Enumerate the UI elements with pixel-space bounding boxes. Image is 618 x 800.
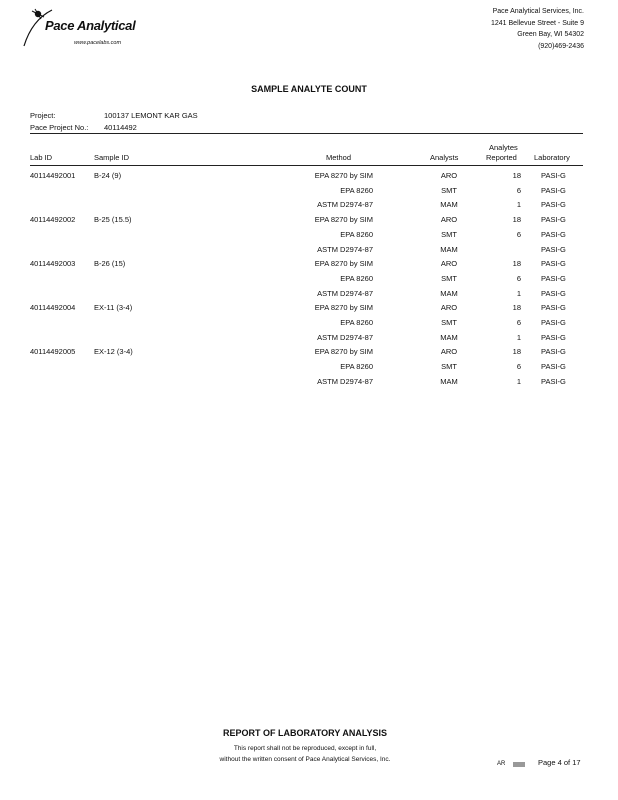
cell-method: EPA 8260 (340, 318, 373, 327)
cell-analytes-reported: 18 (512, 259, 521, 269)
cell-laboratory: PASI-G (541, 332, 566, 342)
footer-disclaimer-line1: This report shall not be reproduced, except in full, (233, 745, 377, 752)
cell-analyst: MAM (440, 376, 458, 386)
header-reported: Reported (486, 153, 517, 162)
cell-analyst: MAM (440, 200, 458, 210)
cell-analytes-reported: 18 (512, 347, 521, 357)
cell-method: ASTM D2974-87 (317, 244, 373, 254)
page-number: Page 4 of 17 (538, 758, 581, 767)
cell-analytes-reported: 1 (516, 332, 521, 342)
cell-laboratory: PASI-G (541, 376, 566, 386)
cell-laboratory: PASI-G (541, 244, 566, 254)
cell-method: EPA 8270 by SIM (314, 303, 373, 313)
header-analytes: Analytes (489, 143, 518, 152)
divider-header (30, 165, 583, 166)
cell-laboratory: PASI-G (541, 303, 566, 313)
table-row (0, 333, 618, 348)
cell-laboratory: PASI-G (541, 200, 566, 210)
cell-lab-id: 40114492003 (30, 259, 76, 269)
cell-laboratory: PASI-G (541, 229, 566, 239)
footer-mark (513, 762, 525, 767)
table-row (0, 318, 618, 333)
header-sample-id: Sample ID (94, 153, 130, 162)
cell-analytes-reported: 6 (516, 185, 521, 195)
cell-analyst: ARO (440, 171, 458, 180)
divider-top (30, 133, 583, 134)
cell-analyst: SMT (441, 362, 457, 372)
cell-method: EPA 8270 by SIM (314, 215, 373, 225)
project-value: 100137 LEMONT KAR GAS (104, 111, 198, 120)
table-row (0, 377, 618, 392)
cell-method: EPA 8260 (340, 273, 373, 283)
logo-text: Pace Analytical (45, 18, 136, 33)
footer-initials: AR (497, 761, 506, 767)
table-row (0, 347, 618, 362)
cell-analyst: SMT (441, 229, 457, 239)
cell-analyst: MAM (440, 288, 458, 298)
cell-analytes-reported: 18 (512, 215, 521, 225)
cell-analytes-reported: 1 (516, 288, 521, 298)
header-laboratory: Laboratory (534, 153, 570, 162)
table-row (0, 171, 618, 186)
cell-method: EPA 8260 (340, 229, 373, 239)
header-analysts: Analysts (430, 153, 459, 162)
cell-laboratory: PASI-G (541, 273, 566, 283)
cell-laboratory: PASI-G (541, 288, 566, 298)
cell-analyst: SMT (441, 318, 457, 327)
cell-laboratory: PASI-G (541, 171, 566, 180)
company-name: Pace Analytical Services, Inc. (492, 8, 584, 15)
cell-sample-id: B-24 (9) (94, 171, 122, 180)
cell-method: EPA 8260 (340, 185, 373, 195)
cell-method: ASTM D2974-87 (317, 376, 373, 386)
cell-lab-id: 40114492005 (30, 347, 76, 357)
cell-analyst: MAM (440, 244, 458, 254)
table-row (0, 200, 618, 215)
cell-analytes-reported: 6 (516, 229, 521, 239)
cell-method: EPA 8270 by SIM (314, 171, 373, 180)
project-label: Project: (30, 111, 56, 120)
logo-url: www.pacelabs.com (74, 40, 122, 46)
report-title: SAMPLE ANALYTE COUNT (251, 84, 367, 94)
cell-sample-id: EX-12 (3-4) (94, 347, 133, 357)
cell-analyst: ARO (440, 347, 458, 357)
cell-analytes-reported: 18 (512, 171, 521, 180)
header-method: Method (326, 153, 352, 162)
cell-analytes-reported: 1 (516, 200, 521, 210)
cell-analyst: SMT (441, 185, 457, 195)
cell-analyst: ARO (440, 303, 458, 313)
cell-analytes-reported: 1 (516, 376, 521, 386)
cell-analyst: SMT (441, 273, 457, 283)
cell-method: EPA 8260 (340, 362, 373, 372)
table-row (0, 259, 618, 274)
table-row (0, 289, 618, 304)
cell-laboratory: PASI-G (541, 215, 566, 225)
cell-method: ASTM D2974-87 (317, 200, 373, 210)
cell-method: ASTM D2974-87 (317, 288, 373, 298)
cell-sample-id: B-25 (15.5) (94, 215, 132, 225)
table-row (0, 245, 618, 260)
company-address-line2: Green Bay, WI 54302 (517, 31, 584, 38)
cell-method: ASTM D2974-87 (317, 332, 373, 342)
cell-laboratory: PASI-G (541, 362, 566, 372)
cell-analytes-reported: 6 (516, 362, 521, 372)
company-address-block (491, 6, 584, 52)
cell-analytes-reported: 6 (516, 318, 521, 327)
table-row (0, 362, 618, 377)
cell-laboratory: PASI-G (541, 259, 566, 269)
cell-method: EPA 8270 by SIM (314, 347, 373, 357)
project-no-label: Pace Project No.: (30, 123, 89, 132)
company-address-line1: 1241 Bellevue Street - Suite 9 (490, 19, 584, 27)
cell-analyst: ARO (440, 259, 458, 269)
table-row (0, 215, 618, 230)
cell-lab-id: 40114492002 (30, 215, 76, 225)
table-row (0, 186, 618, 201)
cell-laboratory: PASI-G (541, 347, 566, 357)
cell-laboratory: PASI-G (541, 185, 566, 195)
cell-analyst: MAM (440, 332, 458, 342)
company-phone: (920)469-2436 (538, 42, 584, 50)
header-lab-id: Lab ID (30, 153, 53, 162)
cell-sample-id: EX-11 (3-4) (94, 303, 133, 313)
footer-disclaimer-line2: without the written consent of Pace Analytical Services, Inc. (219, 756, 391, 763)
project-no-value: 40114492 (104, 123, 137, 132)
cell-method: EPA 8270 by SIM (314, 259, 373, 269)
cell-analytes-reported: 6 (516, 273, 521, 283)
table-row (0, 274, 618, 289)
cell-lab-id: 40114492001 (30, 171, 76, 180)
table-row (0, 303, 618, 318)
table-row (0, 230, 618, 245)
cell-analytes-reported: 18 (512, 303, 521, 313)
footer-title: REPORT OF LABORATORY ANALYSIS (222, 728, 388, 738)
cell-lab-id: 40114492004 (30, 303, 76, 313)
cell-analyst: ARO (440, 215, 458, 225)
cell-laboratory: PASI-G (541, 318, 566, 327)
cell-sample-id: B-26 (15) (94, 259, 126, 269)
